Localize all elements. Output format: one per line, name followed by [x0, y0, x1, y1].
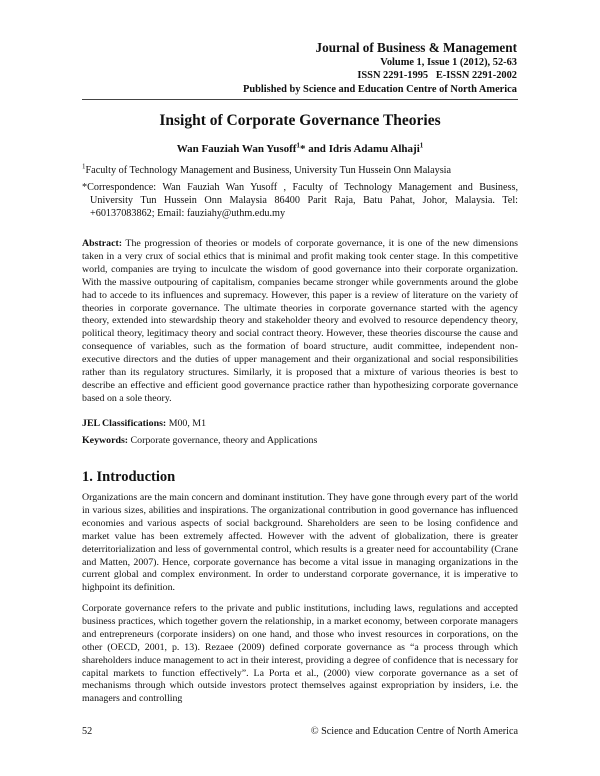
- affiliation-mark: 1: [82, 162, 86, 171]
- issn-info: ISSN 2291-1995 E-ISSN 2291-2002: [357, 70, 517, 82]
- author-2: Idris Adamu Alhaji: [328, 143, 420, 155]
- author-1-affiliation-mark: 1: [296, 141, 300, 150]
- author-conjunction: and: [305, 143, 329, 155]
- author-1: Wan Fauziah Wan Yusoff: [176, 143, 297, 155]
- publisher-info: Published by Science and Education Centre of North America: [242, 83, 517, 95]
- section-heading: 1. Introduction: [82, 469, 176, 485]
- keywords-text: Corporate governance, theory and Applications: [128, 435, 318, 446]
- paper-title: Insight of Corporate Governance Theories: [159, 112, 441, 129]
- intro-paragraph-1: Organizations are the main concern and dominant institution. They have gone through every part of the world in various sizes, abilities and inspirations. The organizational contribution in good governance has influenced economies and various aspects of social background. Shareholders are seen to be losing confidence and market value has been extremely affected. However with the advent of globalization, there is greater deterritorialization and less of governmental control, which results is a greater need for accountability (Crane and Matten, 2007). Hence, corporate governance has become a vital issue in managing organizations in the current global and complex environment. In order to understand corporate governance, it is imperative to highpoint its definition.: [82, 492, 518, 594]
- jel-label: JEL Classifications:: [82, 418, 167, 429]
- keywords: [82, 435, 518, 446]
- abstract: [82, 238, 518, 406]
- affiliation-text: Faculty of Technology Management and Business, University Tun Hussein Onn Malaysia: [85, 165, 452, 176]
- header-rule: [82, 99, 518, 100]
- affiliation: [82, 164, 518, 177]
- corresponding-mark: *: [299, 143, 306, 155]
- journal-masthead: [243, 40, 517, 96]
- jel-classifications: [82, 418, 518, 429]
- author-line: [82, 143, 518, 155]
- correspondence: *Correspondence: Wan Fauziah Wan Yusoff , Faculty of Technology Management and Business, University Tun Hussein Onn Malaysia 86400 Parit Raja, Batu Pahat, Johor, Malaysia. Tel: +60137083862; Email: fauziahy@uthm.edu.my: [82, 182, 518, 219]
- jel-text: M00, M1: [166, 418, 207, 429]
- abstract-text: The progression of theories or models of corporate governance, it is one of the new dimensions taken in a very crux of social ethics that is minimal and profit making took center stage. In this competitive world, companies are trying to inculcate the wisdom of good governance into their corporate organization. With the massive outpouring of capitalism, companies became stronger while governments around the globe had to accede to its influences and supremacy. However, this paper is a review of literature on the variety of theories in corporate governance. The ultimate theories in corporate governance started with the agency theory, extended into stewardship theory and stakeholder theory and evolved to resource dependency theory, political theory, legitimacy theory and social contract theory. However, these theories discourse the cause and consequence of variables, such as the formation of board structure, audit committee, independent non-executive directors and the duties of upper management and their organizational and social responsibilities rather than its regulatory structures. Similarly, it is proposed that a mixture of various theories is best to describe an effective and efficient good governance practice rather than hypothesizing corporate governance based on a sole theory.: [82, 238, 518, 404]
- abstract-label: Abstract:: [82, 238, 123, 249]
- keywords-label: Keywords:: [82, 435, 129, 446]
- author-2-affiliation-mark: 1: [419, 141, 424, 150]
- copyright-notice: © Science and Education Centre of North America: [310, 726, 518, 737]
- page-number: 52: [82, 726, 93, 737]
- journal-name: Journal of Business & Management: [315, 40, 517, 55]
- intro-paragraph-2: Corporate governance refers to the private and public institutions, including laws, regulations and accepted business practices, which together govern the relationship, in a market economy, between corporate managers and entrepreneurs (corporate insiders) on one hand, and those who invest resources in corporations, on the other (OECD, 2001, p. 13). Rezaee (2009) defined corporate governance as “a process through which shareholders induce management to act in their interest, providing a degree of confidence that is necessary for capital markets to function effectively”. La Porta et al., (2000) view corporate governance as a set of mechanisms through which outside investors protect themselves against expropriation by insiders, i.e. the managers and controlling: [82, 603, 518, 705]
- volume-info: Volume 1, Issue 1 (2012), 52-63: [380, 57, 517, 68]
